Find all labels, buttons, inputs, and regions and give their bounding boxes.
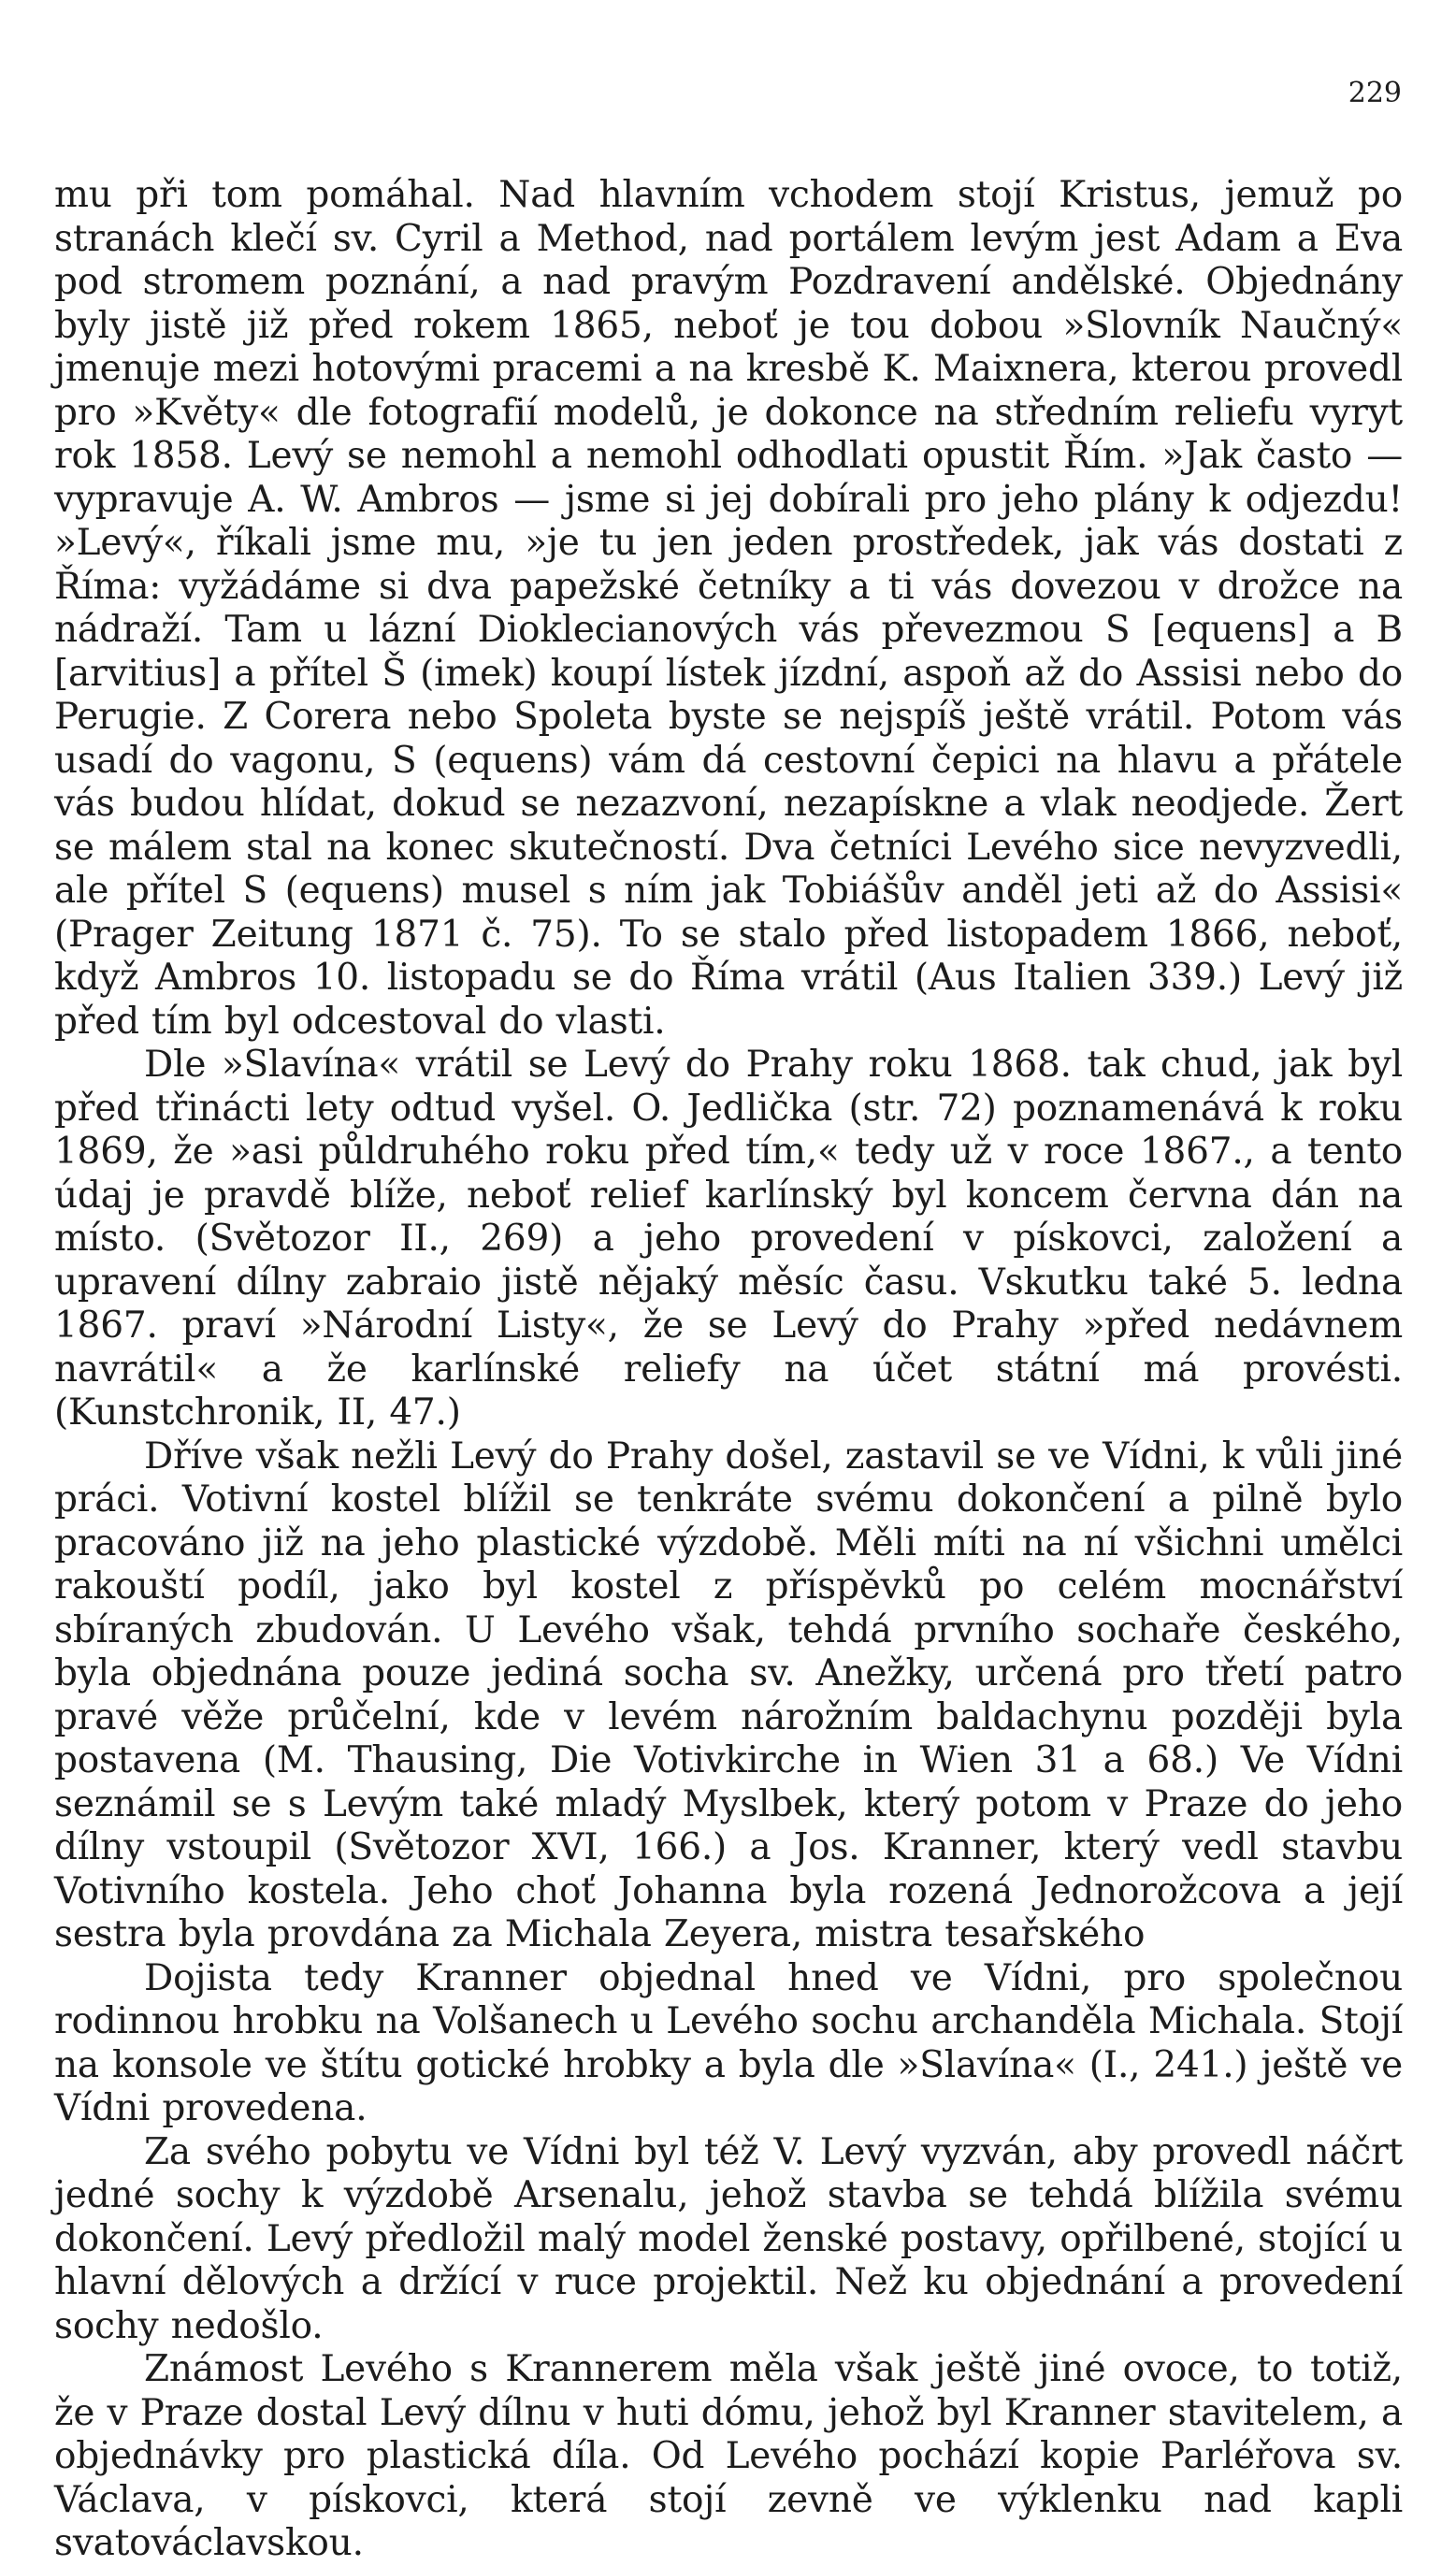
- paragraph: Dříve však nežli Levý do Prahy došel, zastavil se ve Vídni, k vůli jiné práci. Votivní kostel blížil se tenkráte svému dokončení a pilně bylo pracováno již na jeho plastické výzdobě. Měli míti na ní všichni umělci rakouští podíl, jako byl kostel z příspěvků po celém mocnářství sbíraných zbudován. U Levého však, tehdá prvního sochaře českého, byla objednána pouze jediná socha sv. Anežky, určená pro třetí patro pravé věže průčelní, kde v levém nárožním baldachynu později byla postavena (M. Thausing, Die Votivkirche in Wien 31 a 68.) Ve Vídni seznámil se s Levým také mladý Myslbek, který potom v Praze do jeho dílny vstoupil (Světozor XVI, 166.) a Jos. Kranner, který vedl stavbu Votivního kostela. Jeho choť Johanna byla rozená Jednorožcova a její sestra byla provdána za Michala Zeyera, mistra tesařského: [54, 1434, 1403, 1955]
- paragraph: Dle »Slavína« vrátil se Levý do Prahy roku 1868. tak chud, jak byl před třinácti lety odtud vyšel. O. Jedlička (str. 72) poznamenává k roku 1869, že »asi půldruhého roku před tím,« tedy už v roce 1867., a tento údaj je pravdě blíže, neboť relief karlínský byl koncem června dán na místo. (Světozor II., 269) a jeho provedení v pískovci, založení a upravení dílny zabraio jistě nějaký měsíc času. Vskutku také 5. ledna 1867. praví »Národní Listy«, že se Levý do Prahy »před nedávnem navrátil« a že karlínské reliefy na účet státní má provésti. (Kunstchronik, II, 47.): [54, 1044, 1403, 1434]
- paragraph: Známost Levého s Krannerem měla však ještě jiné ovoce, to totiž, že v Praze dostal Levý dílnu v huti dómu, jehož byl Kranner stavitelem, a objednávky pro plastická díla. Od Levého pochází kopie Parléřova sv. Václava, v pískovci, která stojí zevně ve výklenku nad kapli svatováclavskou.: [54, 2348, 1403, 2564]
- paragraph: Za svého pobytu ve Vídni byl též V. Levý vyzván, aby provedl náčrt jedné sochy k výzdobě Arsenalu, jehož stavba se tehdá blížila svému dokončení. Levý předložil malý model ženské postavy, opřilbené, stojící u hlavní dělových a držící v ruce projektil. Než ku objednání a provedení sochy nedošlo.: [54, 2130, 1403, 2347]
- paragraph: mu při tom pomáhal. Nad hlavním vchodem stojí Kristus, jemuž po stranách klečí sv. Cyril a Method, nad portálem levým jest Adam a Eva pod stromem poznání, a nad pravým Pozdravení andělské. Objednány byly jistě již před rokem 1865, neboť je tou dobou »Slovník Naučný« jmenuje mezi hotovými pracemi a na kresbě K. Maixnera, kterou provedl pro »Květy« dle fotografií modelů, je dokonce na středním reliefu vyryt rok 1858. Levý se nemohl a nemohl odhodlati opustit Řím. »Jak často — vypravuje A. W. Ambros — jsme si jej dobírali pro jeho plány k odjezdu! »Levý«, říkali jsme mu, »je tu jen jeden prostředek, jak vás dostati z Říma: vyžádáme si dva papežské četníky a ti vás dovezou v drožce na nádraží. Tam u lázní Dioklecianových vás převezmou S [equens] a B [arvitius] a přítel Š (imek) koupí lístek jízdní, aspoň až do Assisi nebo do Perugie. Z Corera nebo Spoleta byste se nejspíš ještě vrátil. Potom vás usadí do vagonu, S (equens) vám dá cestovní čepici na hlavu a přátele vás budou hlídat, dokud se nezazvoní, nezapískne a vlak neodjede. Žert se málem stal na konec skutečností. Dva četníci Levého sice nevyzvedli, ale přítel S (equens) musel s ním jak Tobiášův anděl jeti až do Assisi« (Prager Zeitung 1871 č. 75). To se stalo před listopadem 1866, neboť, když Ambros 10. listopadu se do Říma vrátil (Aus Italien 339.) Levý již před tím byl odcestoval do vlasti.: [54, 174, 1403, 1043]
- document-body: [54, 174, 1403, 2566]
- paragraph: Dojista tedy Kranner objednal hned ve Vídni, pro společnou rodinnou hrobku na Volšanech u Levého sochu archanděla Michala. Stojí na konsole ve štítu gotické hrobky a byla dle »Slavína« (I., 241.) ještě ve Vídni provedena.: [54, 1956, 1403, 2129]
- page-number: 229: [1348, 77, 1402, 109]
